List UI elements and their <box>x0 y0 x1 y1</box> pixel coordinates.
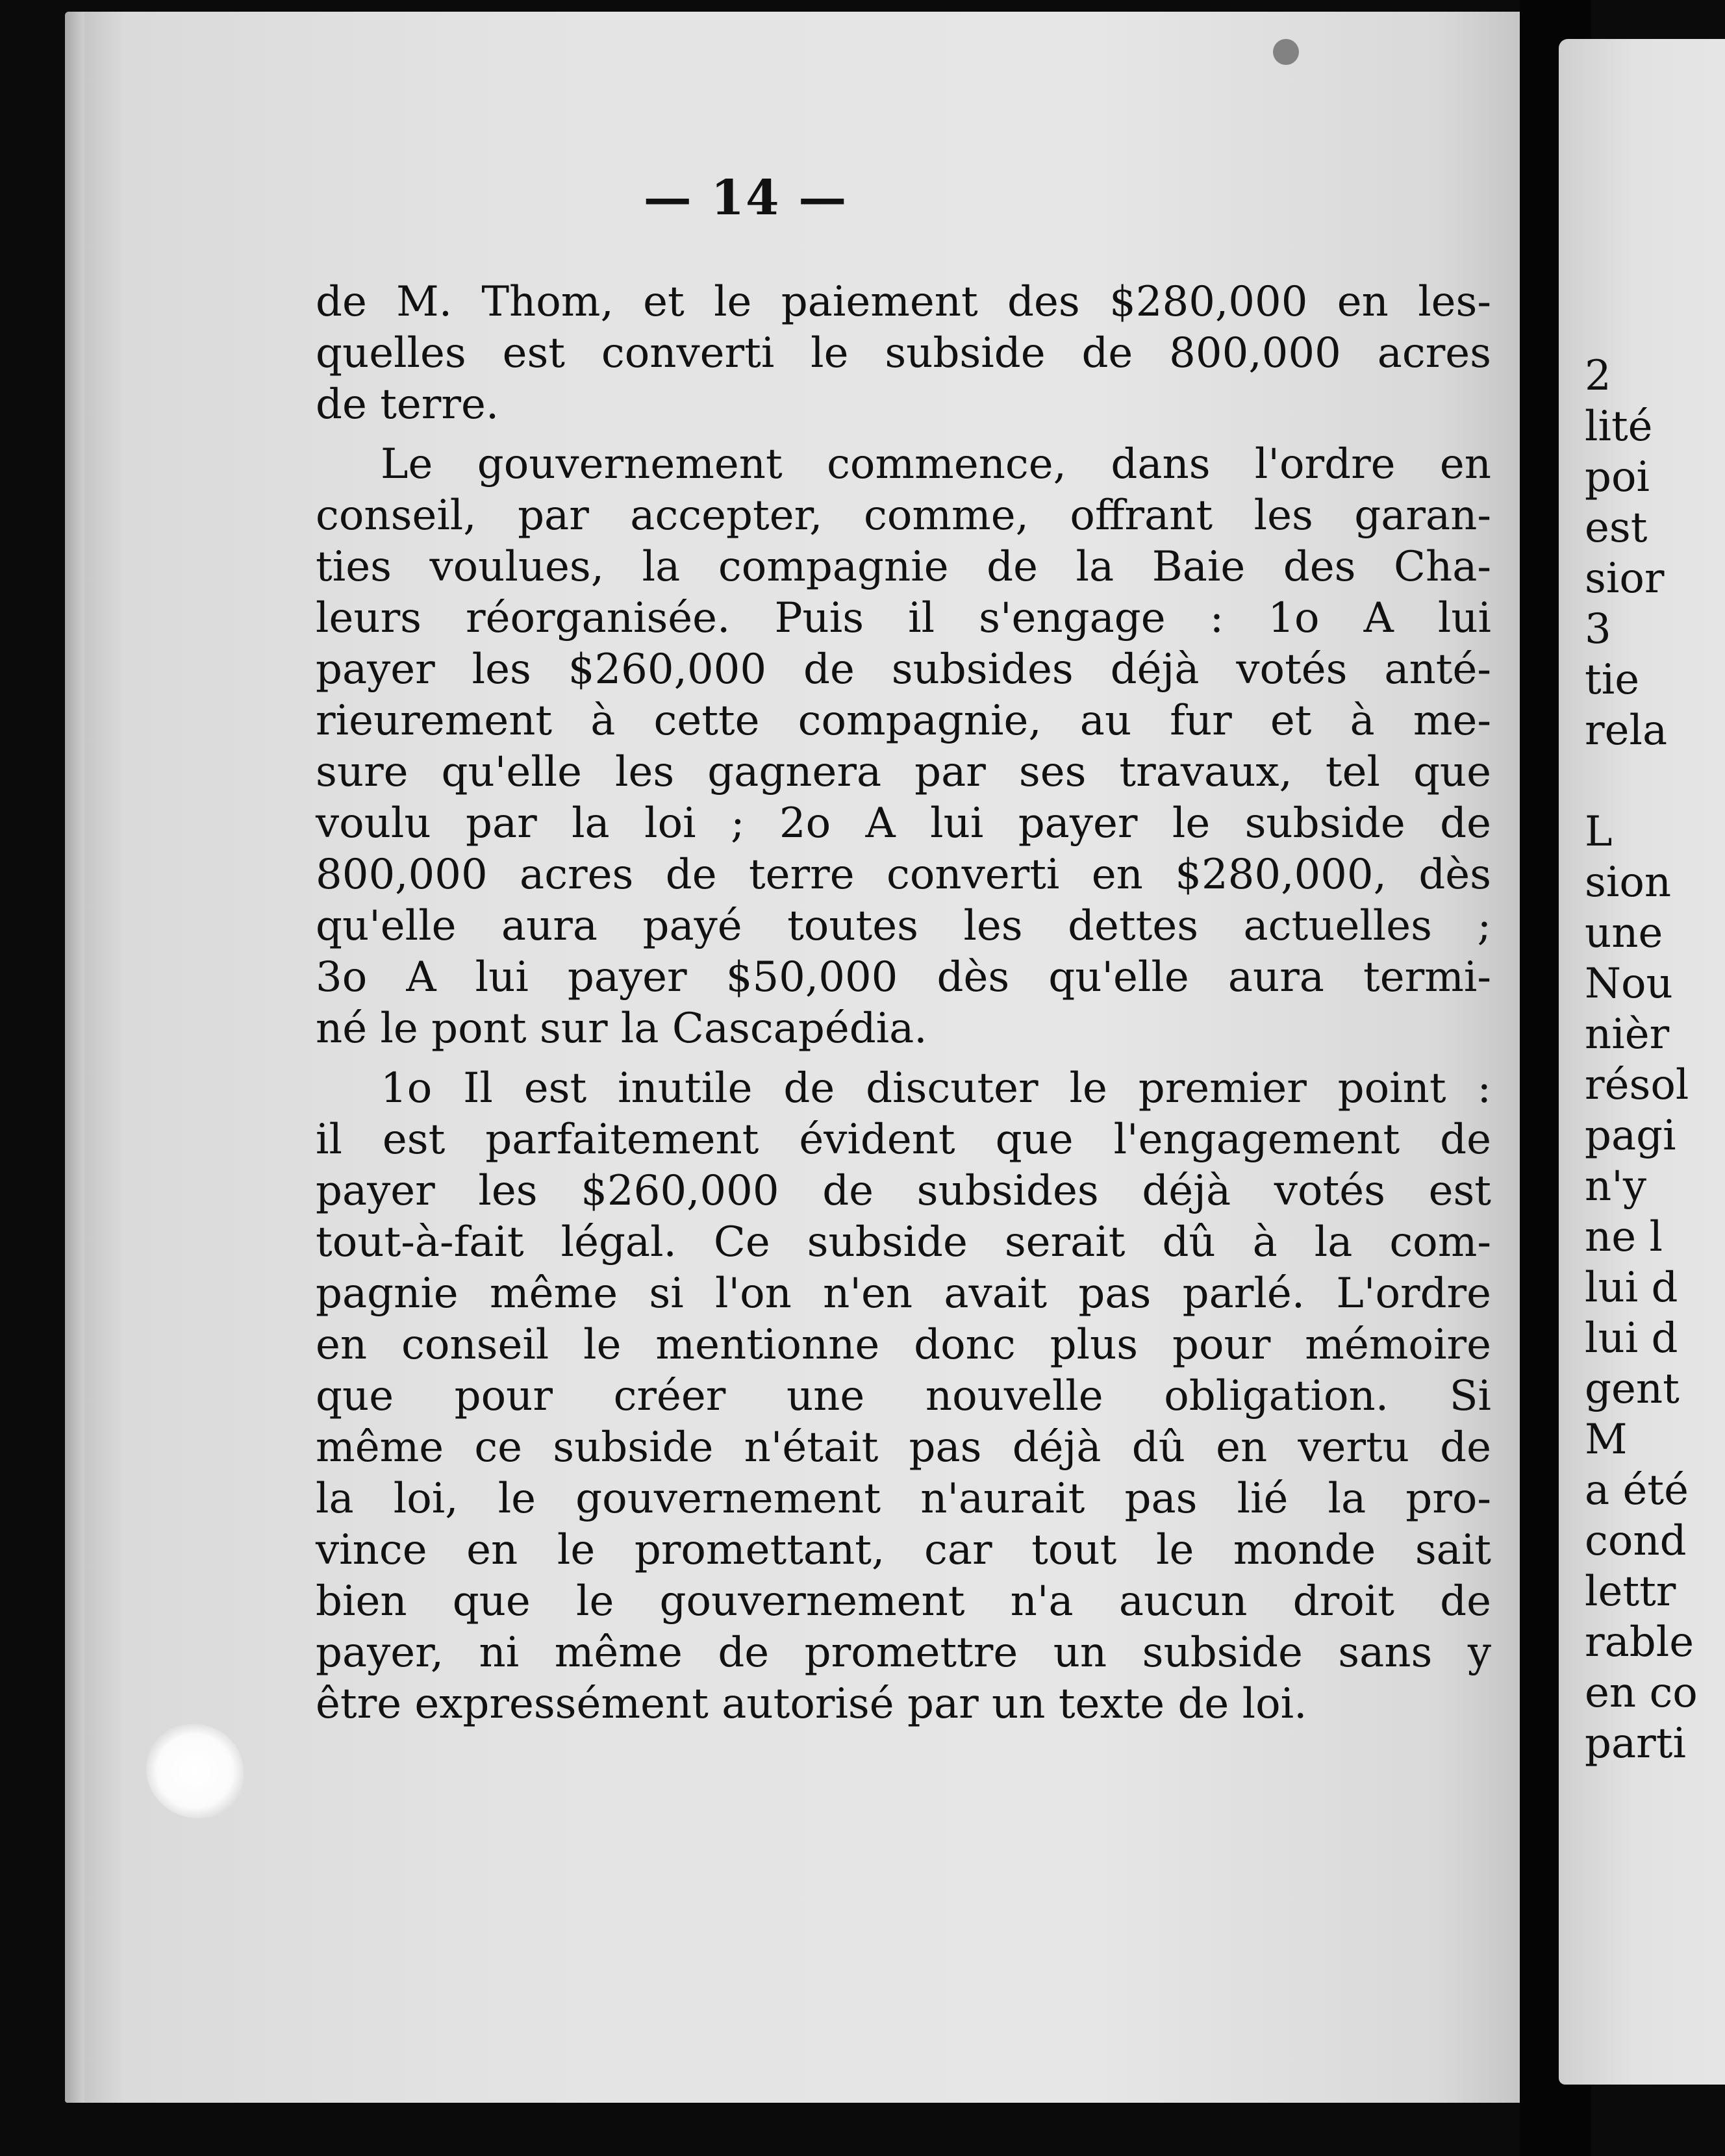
adjacent-text-line: n'y <box>1585 1162 1646 1210</box>
adjacent-text-line: lité <box>1585 403 1653 451</box>
text-line: de M. Thom, et le paiement des $280,000 en les- <box>316 278 1491 326</box>
text-line: tout-à-fait légal. Ce subside serait dû à la com- <box>316 1218 1491 1266</box>
page-edge-shadow <box>65 12 84 2103</box>
adjacent-text-line: poi <box>1585 453 1650 501</box>
adjacent-text-line: nièr <box>1585 1010 1670 1059</box>
adjacent-text-line: lui d <box>1585 1264 1678 1312</box>
text-line: en conseil le mentionne donc plus pour mémoire <box>316 1321 1491 1369</box>
adjacent-text-line: une <box>1585 909 1663 957</box>
paragraph <box>316 439 1491 1055</box>
adjacent-text-line: lui d <box>1585 1314 1678 1362</box>
page-body-text <box>316 277 1491 1730</box>
paragraph <box>316 277 1491 431</box>
text-line: 800,000 acres de terre converti en $280,000, dès <box>316 851 1491 899</box>
paragraph <box>316 1063 1491 1730</box>
adjacent-text-line: gent <box>1585 1365 1680 1413</box>
text-line: que pour créer une nouvelle obligation. Si <box>316 1372 1491 1420</box>
text-line: leurs réorganisée. Puis il s'engage : 1o A lui <box>316 594 1491 642</box>
adjacent-page <box>1559 39 1725 2085</box>
page-number: — 14 — <box>643 170 848 226</box>
text-line: voulu par la loi ; 2o A lui payer le subside de <box>316 799 1491 847</box>
adjacent-text-line <box>1585 756 1698 807</box>
adjacent-text-line: ne l <box>1585 1213 1663 1261</box>
text-line: qu'elle aura payé toutes les dettes actuelles ; <box>316 902 1491 950</box>
adjacent-text-line: parti <box>1585 1720 1686 1768</box>
text-line: Le gouvernement commence, dans l'ordre en <box>381 440 1491 488</box>
text-line: bien que le gouvernement n'a aucun droit de <box>316 1577 1491 1625</box>
adjacent-text-line: résol <box>1585 1061 1689 1109</box>
text-line: rieurement à cette compagnie, au fur et à me- <box>316 697 1491 745</box>
text-line: ties voulues, la compagnie de la Baie des Cha- <box>316 543 1491 591</box>
text-line: payer, ni même de promettre un subside sans y <box>316 1629 1491 1677</box>
adjacent-text-line: en co <box>1585 1669 1698 1717</box>
adjacent-text-line: a été <box>1585 1466 1689 1514</box>
text-line: la loi, le gouvernement n'aurait pas lié la pro- <box>316 1475 1491 1523</box>
adjacent-page-text <box>1585 351 1698 1769</box>
text-line: sure qu'elle les gagnera par ses travaux, tel que <box>316 748 1491 796</box>
adjacent-text-line: sior <box>1585 555 1665 603</box>
text-line: 1o Il est inutile de discuter le premier point : <box>381 1064 1491 1112</box>
adjacent-text-line: sion <box>1585 859 1672 907</box>
paragraph-gap <box>316 1055 1491 1063</box>
adjacent-text-line: est <box>1585 504 1648 552</box>
adjacent-text-line: pagi <box>1585 1112 1676 1160</box>
adjacent-text-line: rable <box>1585 1618 1694 1666</box>
adjacent-text-line: 2 <box>1585 352 1611 400</box>
text-line: de terre. <box>316 381 499 429</box>
text-line: payer les $260,000 de subsides déjà votés anté- <box>316 646 1491 694</box>
adjacent-text-line: rela <box>1585 707 1668 755</box>
paragraph-gap <box>316 431 1491 439</box>
text-line: payer les $260,000 de subsides déjà votés est <box>316 1167 1491 1215</box>
text-line: vince en le promettant, car tout le monde sait <box>316 1526 1491 1574</box>
text-line: pagnie même si l'on n'en avait pas parlé. L'ordre <box>316 1270 1491 1318</box>
adjacent-text-line: tie <box>1585 656 1640 704</box>
text-line: il est parfaitement évident que l'engagement de <box>316 1116 1491 1164</box>
text-line: 3o A lui payer $50,000 dès qu'elle aura termi- <box>316 953 1491 1001</box>
adjacent-text-line: M <box>1585 1416 1628 1464</box>
adjacent-text-line: Nou <box>1585 960 1673 1008</box>
adjacent-text-line: 3 <box>1585 605 1611 653</box>
text-line: conseil, par accepter, comme, offrant les garan- <box>316 492 1491 540</box>
text-line: né le pont sur la Cascapédia. <box>316 1005 927 1053</box>
adjacent-text-line: L <box>1585 808 1613 856</box>
adjacent-text-line: lettr <box>1585 1568 1676 1616</box>
text-line: quelles est converti le subside de 800,000 acres <box>316 329 1491 377</box>
text-line: même ce subside n'était pas déjà dû en vertu de <box>316 1423 1491 1472</box>
scan-smudge <box>1273 39 1299 65</box>
adjacent-text-line: cond <box>1585 1517 1687 1565</box>
text-line: être expressément autorisé par un texte de loi. <box>316 1680 1307 1728</box>
